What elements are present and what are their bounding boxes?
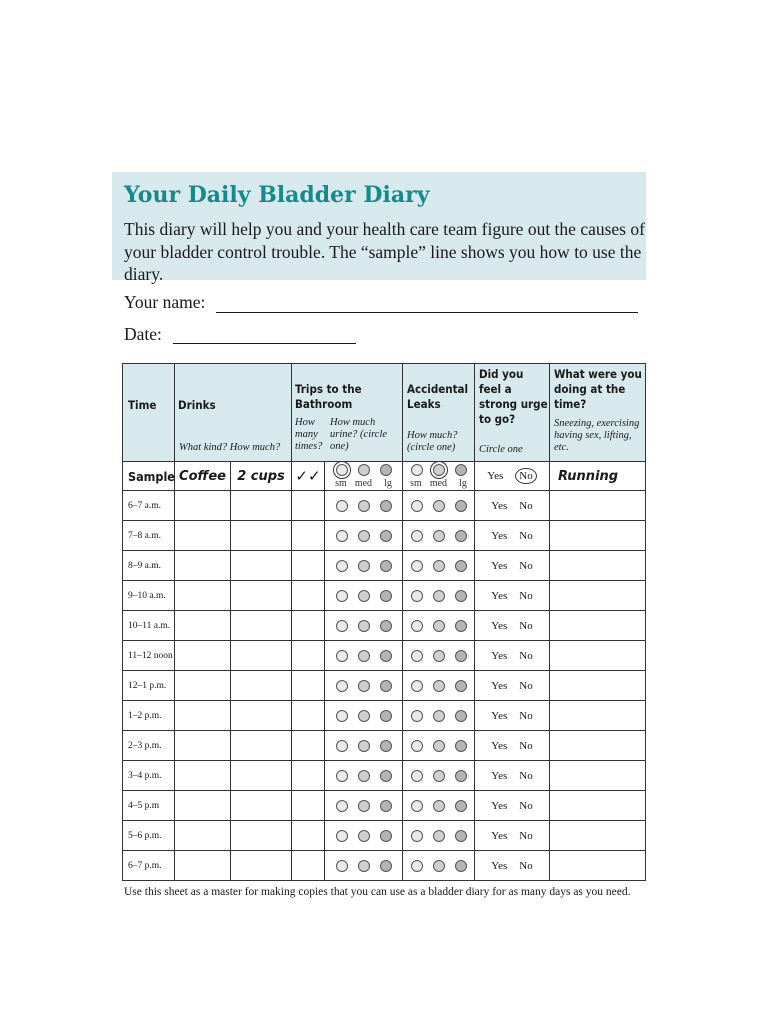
activity-cell[interactable]: [550, 821, 646, 851]
header-drinks-sub: What kind? How much?: [179, 442, 281, 453]
circle-sm[interactable]: [411, 500, 423, 512]
circle-lg[interactable]: [380, 770, 392, 782]
circle-lg[interactable]: [455, 830, 467, 842]
circle-med[interactable]: [358, 740, 370, 752]
circle-med[interactable]: [358, 650, 370, 662]
drink-kind-cell[interactable]: [175, 761, 231, 791]
row-time: 11–12 noon: [123, 641, 175, 671]
activity-cell[interactable]: [550, 851, 646, 881]
yes-option[interactable]: Yes: [491, 859, 508, 872]
drink-amount-cell[interactable]: [231, 821, 292, 851]
row-time: 5–6 p.m.: [123, 821, 175, 851]
date-input-line[interactable]: [173, 343, 356, 344]
row-time: 6–7 a.m.: [123, 491, 175, 521]
footer-note: Use this sheet as a master for making copies that you can use as a bladder diary for as many days as you need.: [124, 886, 631, 898]
urine-amount-cell: [325, 851, 403, 881]
no-option[interactable]: No: [519, 529, 533, 542]
no-option[interactable]: No: [519, 769, 533, 782]
drink-kind-cell[interactable]: [175, 611, 231, 641]
page-title: Your Daily Bladder Diary: [124, 182, 430, 208]
no-option[interactable]: No: [519, 619, 533, 632]
circle-med[interactable]: [433, 710, 445, 722]
activity-cell[interactable]: [550, 641, 646, 671]
circle-med[interactable]: [358, 500, 370, 512]
activity-cell[interactable]: [550, 731, 646, 761]
trips-times-cell[interactable]: [292, 671, 325, 701]
drink-kind-cell[interactable]: [175, 671, 231, 701]
leak-amount-cell: [403, 551, 475, 581]
row-time: 4–5 p.m: [123, 791, 175, 821]
diary-rows: [123, 491, 646, 881]
circle-sm[interactable]: [336, 560, 348, 572]
sample-drink-kind: Coffee: [175, 462, 231, 491]
circle-sm[interactable]: [411, 800, 423, 812]
trips-times-cell[interactable]: [292, 821, 325, 851]
circle-lg[interactable]: [455, 530, 467, 542]
drink-amount-cell[interactable]: [231, 581, 292, 611]
circle-sm[interactable]: [411, 560, 423, 572]
urge-cell: [475, 491, 550, 521]
urine-amount-cell: [325, 791, 403, 821]
circle-lg[interactable]: [455, 860, 467, 872]
urge-cell: [475, 731, 550, 761]
yes-option[interactable]: Yes: [491, 619, 508, 632]
circle-lg[interactable]: [455, 620, 467, 632]
yes-option[interactable]: Yes: [487, 470, 504, 482]
urge-cell: [475, 761, 550, 791]
circle-lg[interactable]: [380, 560, 392, 572]
circle-med[interactable]: [358, 710, 370, 722]
header-trips-sub-urine: How much urine? (circle one): [330, 417, 388, 452]
circle-sm[interactable]: [336, 830, 348, 842]
sample-times: ✓✓: [292, 462, 325, 491]
circle-med[interactable]: [358, 464, 370, 476]
circle-sm[interactable]: [336, 530, 348, 542]
circle-lg[interactable]: [380, 464, 392, 476]
trips-times-cell[interactable]: [292, 581, 325, 611]
leak-amount-cell: [403, 701, 475, 731]
header-leaks-sub: How much? (circle one): [407, 430, 458, 453]
diary-table: [122, 363, 646, 881]
leak-amount-cell: [403, 731, 475, 761]
sample-urine-amount: [325, 462, 403, 491]
row-time: 12–1 p.m.: [123, 671, 175, 701]
header-urge: [475, 364, 550, 462]
header-leaks-label: Accidental Leaks: [407, 382, 469, 411]
table-row: [123, 791, 646, 821]
circle-med[interactable]: [433, 500, 445, 512]
trips-times-cell[interactable]: [292, 611, 325, 641]
circle-lg[interactable]: [455, 770, 467, 782]
header-time-label: Time: [128, 398, 157, 412]
leak-amount-cell: [403, 611, 475, 641]
drink-amount-cell[interactable]: [231, 551, 292, 581]
header-time: [123, 364, 175, 462]
sample-drink-amount: 2 cups: [231, 462, 292, 491]
leak-amount-cell: [403, 851, 475, 881]
circle-med[interactable]: [358, 680, 370, 692]
trips-times-cell[interactable]: [292, 791, 325, 821]
circle-lg[interactable]: [455, 650, 467, 662]
circle-lg[interactable]: [455, 800, 467, 812]
circle-med[interactable]: [358, 770, 370, 782]
circle-med[interactable]: [358, 800, 370, 812]
circle-med[interactable]: [358, 560, 370, 572]
circle-sm[interactable]: [411, 620, 423, 632]
activity-cell[interactable]: [550, 521, 646, 551]
leak-amount-cell: [403, 521, 475, 551]
no-option[interactable]: No: [519, 829, 533, 842]
circle-lg[interactable]: [380, 830, 392, 842]
no-option[interactable]: No: [519, 559, 533, 572]
no-option[interactable]: No: [519, 799, 533, 812]
drink-amount-cell[interactable]: [231, 491, 292, 521]
circle-sm[interactable]: [336, 590, 348, 602]
activity-cell[interactable]: [550, 581, 646, 611]
circle-lg[interactable]: [455, 560, 467, 572]
circle-lg[interactable]: [455, 740, 467, 752]
drink-amount-cell[interactable]: [231, 791, 292, 821]
yes-option[interactable]: Yes: [491, 679, 508, 692]
size-sm-label: sm: [410, 477, 422, 489]
drink-amount-cell[interactable]: [231, 731, 292, 761]
row-time: 1–2 p.m.: [123, 701, 175, 731]
circle-med[interactable]: [358, 830, 370, 842]
urge-cell: [475, 521, 550, 551]
size-lg-label: lg: [459, 477, 467, 489]
trips-times-cell[interactable]: [292, 851, 325, 881]
table-row: [123, 611, 646, 641]
urine-amount-cell: [325, 581, 403, 611]
table-row: [123, 641, 646, 671]
header-urge-sub: Circle one: [479, 444, 523, 455]
row-time: 3–4 p.m.: [123, 761, 175, 791]
circle-med[interactable]: [433, 830, 445, 842]
drink-kind-cell[interactable]: [175, 731, 231, 761]
header-leaks: [403, 364, 475, 462]
yes-option[interactable]: Yes: [491, 589, 508, 602]
trips-times-cell[interactable]: [292, 761, 325, 791]
circle-med[interactable]: [433, 560, 445, 572]
urine-amount-cell: [325, 761, 403, 791]
yes-option[interactable]: Yes: [491, 709, 508, 722]
urge-cell: [475, 581, 550, 611]
table-row: [123, 731, 646, 761]
circle-sm[interactable]: [336, 650, 348, 662]
circle-med[interactable]: [433, 740, 445, 752]
drink-amount-cell[interactable]: [231, 671, 292, 701]
table-row: [123, 701, 646, 731]
drink-amount-cell[interactable]: [231, 851, 292, 881]
trips-times-cell[interactable]: [292, 521, 325, 551]
urine-amount-cell: [325, 731, 403, 761]
drink-kind-cell[interactable]: [175, 491, 231, 521]
circle-sm[interactable]: [411, 830, 423, 842]
drink-kind-cell[interactable]: [175, 821, 231, 851]
activity-cell[interactable]: [550, 611, 646, 641]
circle-sm[interactable]: [411, 464, 423, 476]
urine-amount-cell: [325, 821, 403, 851]
header-doing-sub: Sneezing, exercising having sex, lifting, etc.: [554, 418, 640, 453]
header-drinks-label: Drinks: [178, 398, 216, 412]
circle-sm[interactable]: [411, 860, 423, 872]
urge-cell: [475, 551, 550, 581]
circle-sm[interactable]: [336, 680, 348, 692]
table-row: [123, 551, 646, 581]
drink-amount-cell[interactable]: [231, 641, 292, 671]
name-field: [124, 292, 205, 313]
header-doing: [550, 364, 646, 462]
circle-lg[interactable]: [380, 500, 392, 512]
circle-lg[interactable]: [380, 590, 392, 602]
circle-sm[interactable]: [336, 620, 348, 632]
circle-sm[interactable]: [336, 770, 348, 782]
circle-sm[interactable]: [336, 500, 348, 512]
urge-cell: [475, 701, 550, 731]
size-lg-label: lg: [384, 477, 392, 489]
no-option[interactable]: No: [519, 859, 533, 872]
urine-amount-cell: [325, 491, 403, 521]
circle-sm[interactable]: [411, 650, 423, 662]
circle-med[interactable]: [433, 680, 445, 692]
leak-amount-cell: [403, 641, 475, 671]
leak-amount-cell: [403, 791, 475, 821]
trips-times-cell[interactable]: [292, 491, 325, 521]
circle-med[interactable]: [358, 590, 370, 602]
table-row: [123, 821, 646, 851]
table-row: [123, 491, 646, 521]
date-label: Date:: [124, 324, 162, 344]
header-trips-sub-times: How many times?: [295, 417, 323, 452]
circle-med[interactable]: [433, 530, 445, 542]
table-row: [123, 521, 646, 551]
table-row: [123, 761, 646, 791]
circle-med[interactable]: [433, 590, 445, 602]
header-trips: [292, 364, 403, 462]
yes-option[interactable]: Yes: [491, 649, 508, 662]
row-time: 6–7 p.m.: [123, 851, 175, 881]
trips-times-cell[interactable]: [292, 701, 325, 731]
leak-amount-cell: [403, 821, 475, 851]
no-option[interactable]: No: [519, 499, 533, 512]
header-trips-label: Trips to the Bathroom: [295, 382, 362, 411]
circle-lg[interactable]: [455, 590, 467, 602]
row-time: 2–3 p.m.: [123, 731, 175, 761]
yes-option[interactable]: Yes: [491, 829, 508, 842]
activity-cell[interactable]: [550, 701, 646, 731]
activity-cell[interactable]: [550, 491, 646, 521]
drink-kind-cell[interactable]: [175, 521, 231, 551]
circle-lg[interactable]: [380, 680, 392, 692]
activity-cell[interactable]: [550, 551, 646, 581]
circle-med-selected[interactable]: [433, 464, 445, 476]
no-option-selected[interactable]: No: [515, 468, 536, 484]
trips-times-cell[interactable]: [292, 551, 325, 581]
circle-sm[interactable]: [336, 710, 348, 722]
name-input-line[interactable]: [216, 312, 638, 313]
activity-cell[interactable]: [550, 671, 646, 701]
circle-lg[interactable]: [380, 650, 392, 662]
circle-med[interactable]: [433, 650, 445, 662]
yes-option[interactable]: Yes: [491, 529, 508, 542]
circle-med[interactable]: [433, 620, 445, 632]
yes-option[interactable]: Yes: [491, 799, 508, 812]
yes-option[interactable]: Yes: [491, 499, 508, 512]
drink-kind-cell[interactable]: [175, 701, 231, 731]
row-time: 7–8 a.m.: [123, 521, 175, 551]
circle-lg[interactable]: [380, 710, 392, 722]
urge-cell: [475, 851, 550, 881]
circle-sm[interactable]: [411, 680, 423, 692]
circle-med[interactable]: [358, 860, 370, 872]
circle-lg[interactable]: [380, 740, 392, 752]
circle-med[interactable]: [358, 530, 370, 542]
table-row: [123, 671, 646, 701]
circle-lg[interactable]: [380, 860, 392, 872]
leak-amount-cell: [403, 671, 475, 701]
urge-cell: [475, 611, 550, 641]
size-med-label: med: [429, 477, 448, 489]
urine-amount-cell: [325, 671, 403, 701]
table-row: [123, 581, 646, 611]
urine-amount-cell: [325, 521, 403, 551]
circle-lg[interactable]: [455, 500, 467, 512]
sample-urge: [475, 462, 550, 491]
row-time: 8–9 a.m.: [123, 551, 175, 581]
activity-cell[interactable]: [550, 761, 646, 791]
drink-amount-cell[interactable]: [231, 611, 292, 641]
size-sm-label: sm: [335, 477, 347, 489]
circle-lg[interactable]: [380, 530, 392, 542]
yes-option[interactable]: Yes: [491, 559, 508, 572]
circle-sm[interactable]: [336, 800, 348, 812]
drink-kind-cell[interactable]: [175, 791, 231, 821]
no-option[interactable]: No: [519, 649, 533, 662]
circle-lg[interactable]: [455, 710, 467, 722]
sample-leak-amount: [403, 462, 475, 491]
sample-row: [123, 462, 646, 491]
circle-lg[interactable]: [380, 620, 392, 632]
trips-times-cell[interactable]: [292, 641, 325, 671]
drink-amount-cell[interactable]: [231, 521, 292, 551]
trips-times-cell[interactable]: [292, 731, 325, 761]
header-urge-label: Did you feel a strong urge to go?: [479, 367, 548, 426]
circle-sm[interactable]: [411, 530, 423, 542]
date-field: [124, 324, 162, 345]
circle-sm[interactable]: [411, 770, 423, 782]
urge-cell: [475, 641, 550, 671]
drink-kind-cell[interactable]: [175, 851, 231, 881]
table-row: [123, 851, 646, 881]
circle-sm[interactable]: [336, 740, 348, 752]
no-option[interactable]: No: [519, 709, 533, 722]
urine-amount-cell: [325, 551, 403, 581]
yes-option[interactable]: Yes: [491, 769, 508, 782]
circle-lg[interactable]: [455, 464, 467, 476]
urge-cell: [475, 671, 550, 701]
sample-label: Sample: [123, 462, 175, 491]
no-option[interactable]: No: [519, 679, 533, 692]
leak-amount-cell: [403, 761, 475, 791]
no-option[interactable]: No: [519, 589, 533, 602]
urine-amount-cell: [325, 701, 403, 731]
yes-option[interactable]: Yes: [491, 739, 508, 752]
drink-kind-cell[interactable]: [175, 641, 231, 671]
circle-sm[interactable]: [336, 860, 348, 872]
urine-amount-cell: [325, 641, 403, 671]
circle-sm[interactable]: [411, 590, 423, 602]
no-option[interactable]: No: [519, 739, 533, 752]
activity-cell[interactable]: [550, 791, 646, 821]
circle-lg[interactable]: [380, 800, 392, 812]
circle-med[interactable]: [433, 860, 445, 872]
name-label: Your name:: [124, 292, 206, 312]
size-med-label: med: [354, 477, 373, 489]
header-drinks: [175, 364, 292, 462]
circle-sm[interactable]: [411, 740, 423, 752]
leak-amount-cell: [403, 581, 475, 611]
drink-kind-cell[interactable]: [175, 551, 231, 581]
sample-activity: Running: [550, 462, 646, 491]
circle-med[interactable]: [358, 620, 370, 632]
urge-cell: [475, 791, 550, 821]
circle-med[interactable]: [433, 800, 445, 812]
intro-text: This diary will help you and your health care team figure out the causes of your bladder control trouble. The “sample” line shows you how to use the diary.: [124, 219, 645, 284]
drink-amount-cell[interactable]: [231, 761, 292, 791]
drink-amount-cell[interactable]: [231, 701, 292, 731]
urge-cell: [475, 821, 550, 851]
header-doing-label: What were you doing at the time?: [554, 367, 642, 411]
circle-med[interactable]: [433, 770, 445, 782]
drink-kind-cell[interactable]: [175, 581, 231, 611]
circle-lg[interactable]: [455, 680, 467, 692]
circle-sm-selected[interactable]: [336, 464, 348, 476]
urine-amount-cell: [325, 611, 403, 641]
row-time: 9–10 a.m.: [123, 581, 175, 611]
circle-sm[interactable]: [411, 710, 423, 722]
row-time: 10–11 a.m.: [123, 611, 175, 641]
leak-amount-cell: [403, 491, 475, 521]
